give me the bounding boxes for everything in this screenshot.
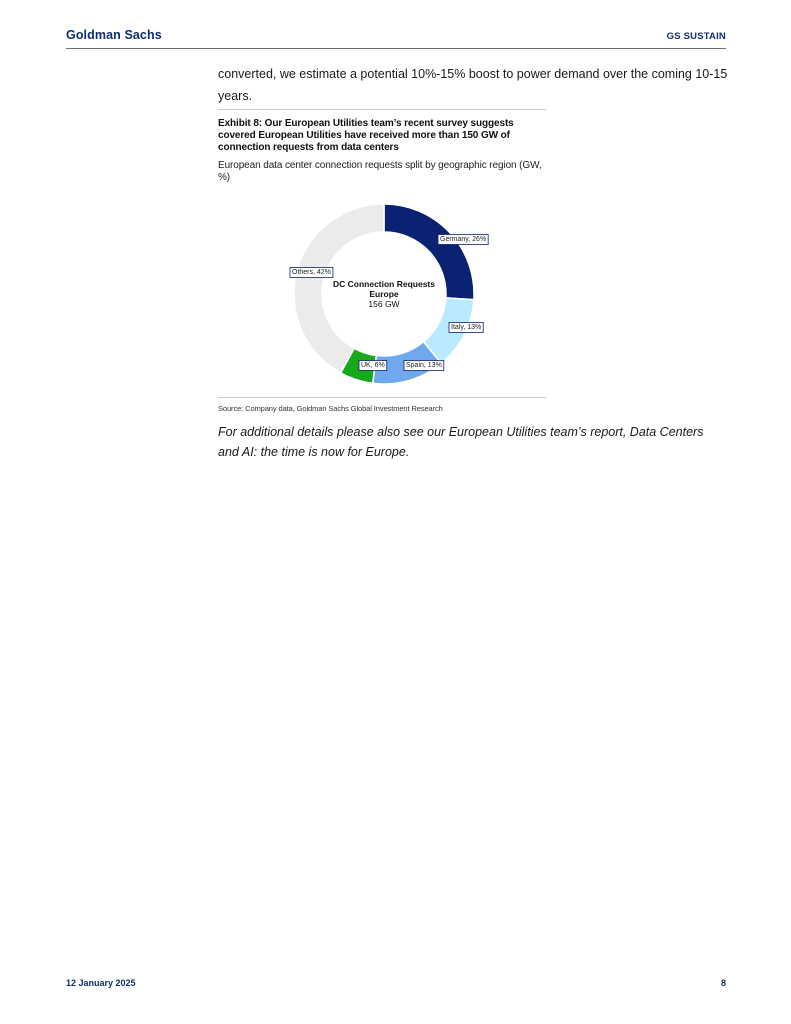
- chart-center-line1: DC Connection Requests: [332, 279, 436, 289]
- page-number: 8: [720, 978, 726, 988]
- svg-text:Others, 42%: Others, 42%: [292, 269, 331, 276]
- svg-text:Germany, 26%: Germany, 26%: [440, 236, 487, 243]
- data-label-germany: [438, 235, 488, 245]
- followup-paragraph: For additional details please also see our European Utilities team’s report, Data Centers and AI: the time is now for Europe.: [218, 425, 704, 459]
- data-label-others: [290, 268, 333, 278]
- svg-text:Spain, 13%: Spain, 13%: [406, 362, 442, 369]
- exhibit-subtitle: European data center connection requests split by geographic region (GW, %): [218, 160, 542, 183]
- data-label-spain: [404, 361, 444, 371]
- data-label-uk: [359, 361, 387, 371]
- exhibit-top-divider: [218, 109, 546, 110]
- svg-text:UK, 6%: UK, 6%: [361, 362, 385, 369]
- exhibit-source: Source: Company data, Goldman Sachs Global Investment Research: [218, 404, 443, 413]
- exhibit-bottom-divider: [218, 397, 546, 398]
- header-divider: [66, 48, 726, 49]
- chart-center-line2: Europe: [369, 289, 399, 299]
- exhibit-title: Exhibit 8: Our European Utilities team’s recent survey suggests covered European Utilities have received more than 150 GW of connection requests from data centers: [218, 118, 514, 153]
- body-paragraph: converted, we estimate a potential 10%-15% boost to power demand over the coming 10-15 years.: [218, 67, 728, 103]
- data-label-italy: [449, 323, 483, 333]
- footer-date: 12 January 2025: [66, 978, 136, 988]
- svg-text:Italy, 13%: Italy, 13%: [451, 324, 482, 331]
- donut-chart: [270, 190, 500, 390]
- chart-center-value: 156 GW: [368, 299, 400, 309]
- donut-chart-container: [270, 190, 500, 390]
- brand-name: Goldman Sachs: [66, 28, 162, 42]
- section-name: GS SUSTAIN: [666, 31, 726, 42]
